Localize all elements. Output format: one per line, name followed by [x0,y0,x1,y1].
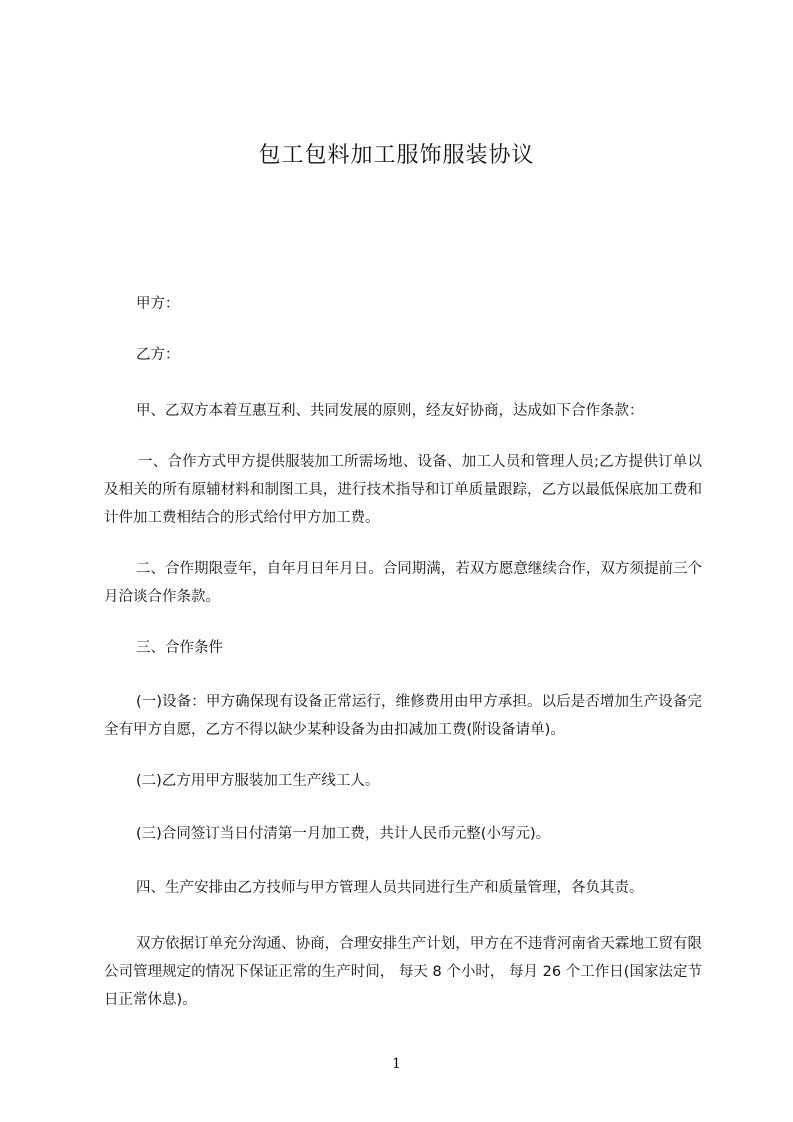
clause-2-paragraph: 二、合作期限壹年，自年月日年月日。合同期满，若双方愿意继续合作，双方须提前三个月洽谈合作条款。 [104,561,702,605]
clause-3-heading: 三、合作条件 [136,640,223,656]
clause-3-2-paragraph: (二)乙方用甲方服装加工生产线工人。 [136,773,380,789]
party-b-line: 乙方： [136,347,180,363]
page-number: 1 [392,1056,401,1072]
clause-4-paragraph: 四、生产安排由乙方技师与甲方管理人员共同进行生产和质量管理，各负其责。 [136,880,644,896]
clause-3-1-paragraph: (一)设备：甲方确保现有设备正常运行，维修费用由甲方承担。以后是否增加生产设备完全有甲方自愿，乙方不得以缺少某种设备为由扣减加工费(附设备请单)。 [104,694,702,738]
preamble-paragraph: 甲、乙双方本着互惠互利、共同发展的原则，经友好协商，达成如下合作条款： [136,403,644,419]
party-a-line: 甲方： [136,296,180,312]
clause-3-3-paragraph: (三)合同签订当日付清第一月加工费，共计人民币元整(小写元)。 [136,826,551,842]
production-schedule-paragraph: 双方依据订单充分沟通、协商，合理安排生产计划，甲方在不违背河南省天霖地工贸有限公司管理规定的情况下保证正常的生产时间， 每天 8 个小时， 每月 26 个工作日(国家法定节日正常休息)。 [104,936,702,1008]
clause-1-paragraph: 一、合作方式甲方提供服装加工所需场地、设备、加工人员和管理人员;乙方提供订单以及相关的所有原辅材料和制图工具，进行技术指导和订单质量跟踪，乙方以最低保底加工费和计件加工费相结合的形式给付甲方加工费。 [104,454,702,526]
document-title: 包工包料加工服饰服装协议 [258,143,535,168]
